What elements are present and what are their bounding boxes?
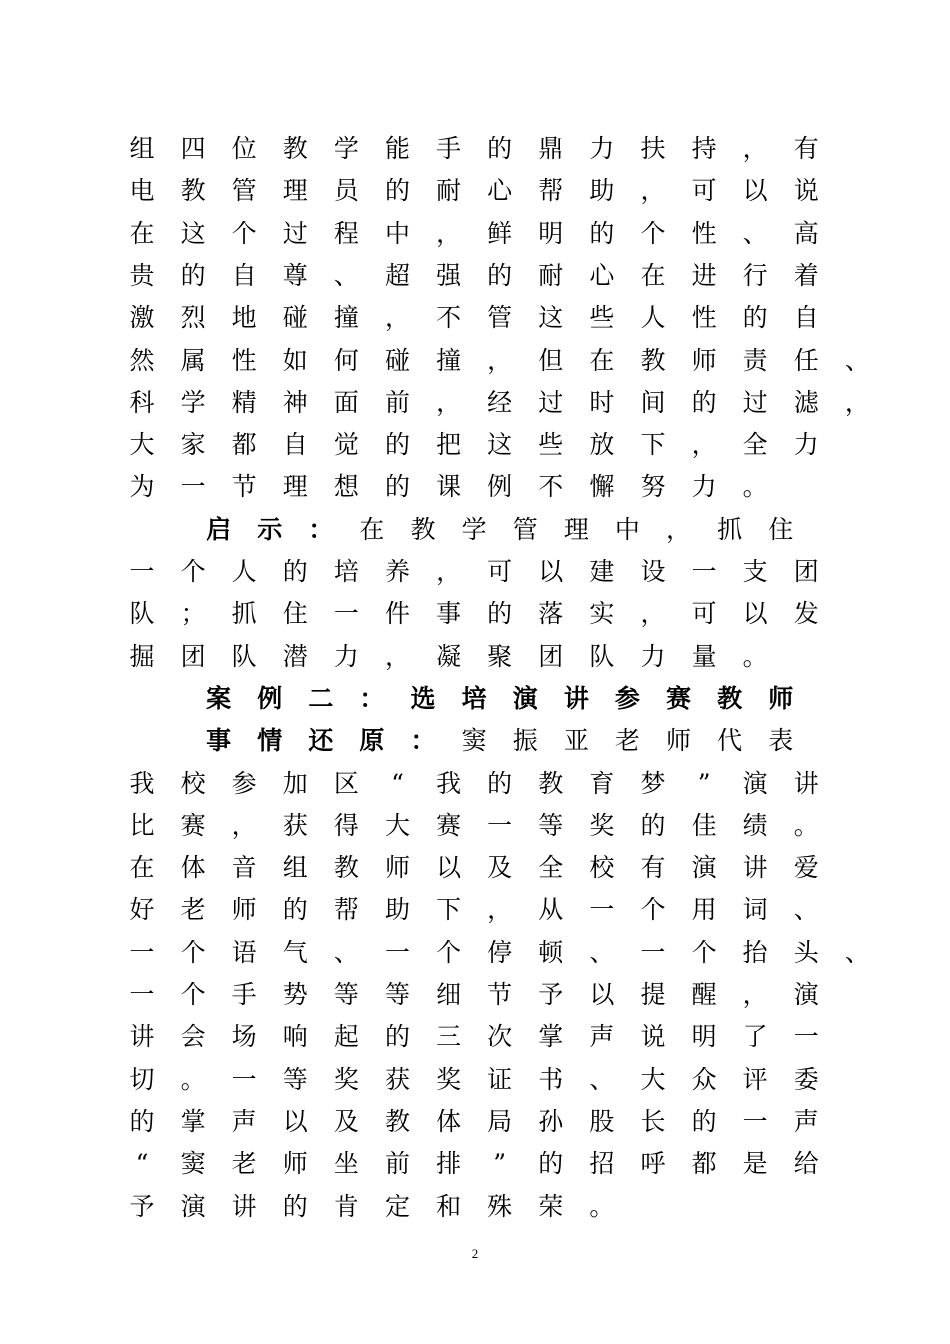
text-line: 贵 的 自 尊 、 超 强 的 耐 心 在 进 行 着 (129, 260, 819, 290)
text-line: 一 个 人 的 培 养 ， 可 以 建 设 一 支 团 (129, 557, 819, 586)
text-line: 队 ； 抓 住 一 件 事 的 落 实 ， 可 以 发 (129, 599, 819, 629)
text-line: 大 家 都 自 觉 的 把 这 些 放 下 ， 全 力 (129, 430, 819, 460)
text-line: 比 赛 ， 获 得 大 赛 一 等 奖 的 佳 绩 。 (129, 810, 819, 840)
text-line: 好 老 师 的 帮 助 下 ， 从 一 个 用 词 、 (129, 895, 819, 925)
text-line: 掘 团 队 潜 力 ， 凝 聚 团 队 力 量 。 (129, 641, 768, 671)
text-line: “ 窦 老 师 坐 前 排 ” 的 招 呼 都 是 给 (135, 1149, 819, 1179)
text-line: 启 示 ： 在 教 学 管 理 中 ， 抓 住 (206, 514, 794, 544)
text-line: 在 体 音 组 教 师 以 及 全 校 有 演 讲 爱 (129, 853, 819, 883)
text-line: 讲 会 场 响 起 的 三 次 掌 声 说 明 了 一 (129, 1022, 819, 1052)
text-line: 然 属 性 如 何 碰 撞 ， 但 在 教 师 责 任 、 (129, 345, 870, 375)
text-line: 切 。 一 等 奖 获 奖 证 书 、 大 众 评 委 (129, 1064, 819, 1094)
text-line: 予 演 讲 的 肯 定 和 殊 荣 。 (129, 1191, 615, 1221)
text-line: 事 情 还 原 ： 窦 振 亚 老 师 代 表 (206, 726, 794, 756)
text-line: 为 一 节 理 想 的 课 例 不 懈 努 力 。 (129, 472, 768, 502)
text-line: 电 教 管 理 员 的 耐 心 帮 助 ， 可 以 说 (129, 176, 819, 206)
text-line: 一 个 手 势 等 等 细 节 予 以 提 醒 ， 演 (129, 980, 819, 1009)
text-line: 的 掌 声 以 及 教 体 局 孙 股 长 的 一 声 (129, 1106, 819, 1136)
page-number: 2 (471, 1246, 479, 1261)
text-line: 案 例 二 ： 选 培 演 讲 参 赛 教 师 (206, 683, 794, 713)
text-line: 一 个 语 气 、 一 个 停 顿 、 一 个 抬 头 、 (129, 937, 870, 967)
text-line: 组 四 位 教 学 能 手 的 鼎 力 扶 持 ， 有 (129, 134, 819, 163)
text-line: 我 校 参 加 区 “ 我 的 教 育 梦 ” 演 讲 (129, 768, 819, 798)
text-line: 在 这 个 过 程 中 ， 鲜 明 的 个 性 、 高 (129, 218, 819, 248)
text-line: 激 烈 地 碰 撞 ， 不 管 这 些 人 性 的 自 (129, 303, 819, 333)
text-line: 科 学 精 神 面 前 ， 经 过 时 间 的 过 滤 ， (129, 387, 870, 417)
